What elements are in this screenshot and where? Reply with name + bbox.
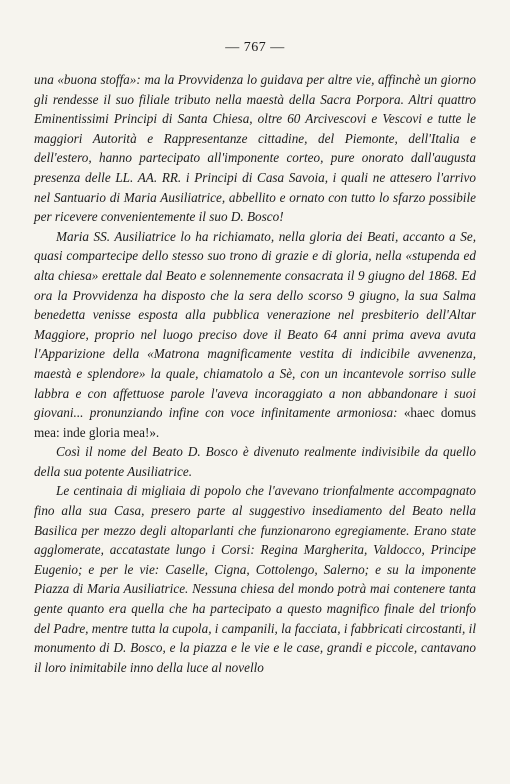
paragraph-4: Le centinaia di migliaia di popolo che l'avevano trionfalmente accompagnato fino alla sua Casa, presero parte al suggestivo insediamento del Beato nella Basilica per mezzo degli altoparlanti che funzionarono egregiamente. Erano state agglomerate, accatastate lungo i Corsi: Regina Margherita, Valdocco, Principe Eugenio; e per le vie: Caselle, Cigna, Cottolengo, Salerno; e su la imponente Piazza di Maria Ausiliatrice. Nessuna chiesa del mondo potrà mai contenere tanta gente quanto era quella che ha partecipato a questo magnifico finale del trionfo del Padre, mentre tutta la cupola, i campanili, la facciata, i fabbricati circostanti, il monumento di D. Bosco, e la piazza e le vie e le case, grandi e piccole, cantavano il loro inimitabile inno della luce al novello [34, 483, 476, 675]
page-number: — 767 — [225, 40, 285, 55]
paragraph-2 [34, 227, 476, 443]
paragraph-2-text: Maria SS. Ausiliatrice lo ha richiamato, nella gloria dei Beati, accanto a Se, quasi compartecipe dello stesso suo trono di grazie e di gloria, nella «stupenda ed alta chiesa» erettale dal Beato e solennemente consacrata il 9 giugno del 1868. Ed ora la Provvidenza ha disposto che la sera dello scorso 9 giugno, la sua Salma benedetta venisse esposta alla pubblica venerazione nel presbiterio dell'Altar Maggiore, proprio nel luogo preciso dove il Beato 64 anni prima aveva avuta l'Apparizione della «Matrona magnificamente vestita di indicibile avvenenza, maestà e splendore» la quale, chiamatolo a Sè, con un incantevole sorriso sulle labbra e con affettuose parole l'aveva incoraggiato a non abbandonare i suoi giovani... pronunziando infine con voce infinitamente armoniosa: [34, 228, 476, 421]
latin-quote: «haec domus mea: inde gloria mea!». [34, 405, 477, 440]
paragraph-1: una «buona stoffa»: ma la Provvidenza lo guidava per altre vie, affinchè un giorno gli rendesse il suo filiale tributo nella maestà della Sacra Porpora. Altri quattro Eminentissimi Principi di Santa Chiesa, oltre 60 Arcivescovi e Vescovi e tutte le maggiori Autorità e Rappresentanze cittadine, del Piemonte, dell'Italia e dell'estero, hanno partecipato all'imponente corteo, pure onorato dall'augusta presenza delle LL. AA. RR. i Principi di Casa Savoia, i quali ne attesero l'arrivo nel Santuario di Maria Ausiliatrice, abbellito e ornato con tutto lo sfarzo possibile per ricevere convenientemente il suo D. Bosco! [34, 72, 476, 225]
body-text [34, 70, 476, 677]
paragraph-3: Così il nome del Beato D. Bosco è divenuto realmente indivisibile da quello della sua potente Ausiliatrice. [34, 444, 476, 479]
